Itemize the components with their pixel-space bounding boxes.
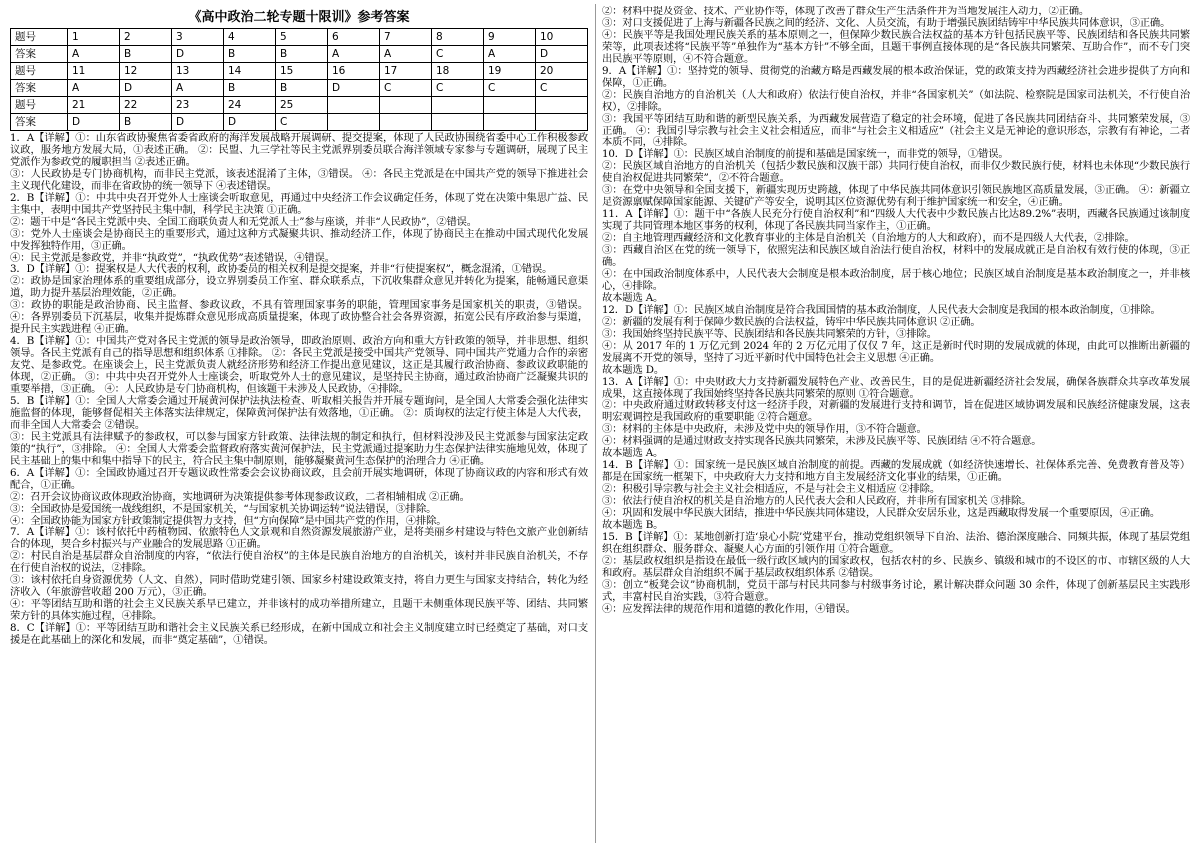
table-cell	[536, 114, 588, 131]
answer-paragraph: ④：全国政协能为国家方针政策制定提供智力支持，但“方向保障”是中国共产党的作用，④排除。	[10, 514, 447, 527]
row-label: 题号	[11, 97, 68, 114]
answer-paragraph: 8．C【详解】①：平等团结互助和谐社会主义民族关系已经形成，在新中国成立和社会主义制度建立时已经奠定了基础，对口支援是在此基础上的深化和发展，而非“奠定基础”，①错误。	[10, 622, 588, 647]
table-cell: 3	[172, 29, 224, 46]
answer-paragraph: 故本题选 A。	[602, 447, 664, 460]
table-cell: 21	[68, 97, 120, 114]
answer-paragraph: ④：平等团结互助和谐的社会主义民族关系早已建立，并非该村的成功举措所建立，且题干未侧重体现民族平等、团结、共同繁荣方针的具体实施过程，④排除。	[10, 598, 588, 623]
answer-paragraph: 13．A【详解】①：中央财政大力支持新疆发展特色产业、改善民生，目的是促进新疆经济社会发展，确保各族群众共享改革发展成果，这直接体现了我国始终坚持各民族共同繁荣的原则 ①符合题意。	[602, 375, 1190, 400]
table-cell: C	[484, 80, 536, 97]
answer-paragraph: 14．B【详解】①：国家统一是民族区域自治制度的前提。西藏的发展成就（如经济快速增长、社保体系完善、免费教育普及等）都是在国家统一框架下，中央政府大力支持和地方自主发展经济文化事业的结果，①正确。	[602, 459, 1190, 484]
table-cell	[536, 97, 588, 114]
answer-paragraph: ③：我国始终坚持民族平等、民族团结和各民族共同繁荣的方针，③排除。	[602, 327, 937, 340]
answer-paragraph: 3．D【详解】①：提案权是人大代表的权利，政协委员的相关权利是提交提案，并非“行使提案权”，概念混淆，①错误。	[10, 263, 553, 276]
table-cell: 14	[224, 63, 276, 80]
table-row	[11, 97, 588, 114]
row-label: 答案	[11, 114, 68, 131]
table-cell: D	[172, 46, 224, 63]
answer-paragraph: ③：该村依托自身资源优势（人文、自然），同时借助党建引领、国家乡村建设政策支持，将自力更生与国家支持结合，转化为经济收入（年旅游营收超 200 万元），③正确。	[10, 574, 588, 599]
table-cell	[328, 114, 380, 131]
table-cell: C	[432, 80, 484, 97]
table-cell: 15	[276, 63, 328, 80]
table-cell: 5	[276, 29, 328, 46]
column-divider	[595, 4, 596, 843]
answer-paragraph: 4．B【详解】①：中国共产党对各民主党派的领导是政治领导，即政治原则、政治方向和重大方针政策的领导，并非思想、组织领导。各民主党派有自己的指导思想和组织体系 ①排除。 ②：各民主党派是接受中国共产党领导、同中国共产党通力合作的亲密友党、是参政党。在座谈会上，民主党派负责人就经济形势和经济工作提出意见建议，这正是其履行政治协商、参政议政职能的体现，②正确。 ③：中共中央召开党外人士座谈会，听取党外人士的意见建议，是坚持民主协商，通过政治协商广泛凝聚共识的重要举措，③正确。 ④：人民政协是专门协商机构，但该题干未涉及人民政协，④排除。	[10, 335, 588, 396]
answer-paragraph: ③：人民政协是专门协商机构，而非民主党派，该表述混淆了主体，③错误。 ④：各民主党派是在中国共产党的领导下推进社会主义现代化建设，而非在省政协的统一领导下 ④表述错误。	[10, 167, 588, 192]
table-cell: 10	[536, 29, 588, 46]
table-cell: 4	[224, 29, 276, 46]
answer-paragraph: ③：民主党派具有法律赋予的参政权，可以参与国家方针政策、法律法规的制定和执行，但材料没涉及民主党派参与国家法定政策的“执行”，③排除。 ④：全国人大常委会监督政府落实黄河保护法，民主党派通过提案助力生态保护法律实施地见效，体现了民主基础上的集中和集中指导下的民主，符合民主集中制原则，能够凝聚黄河生态保护的治理合力 ④正确。	[10, 430, 588, 467]
answer-paragraph: ②：民族自治地方的自治机关（人大和政府）依法行使自治权，并非“各国家机关”（如法院、检察院是国家司法机关，不行使自治权），②排除。	[602, 88, 1190, 113]
table-cell: 2	[120, 29, 172, 46]
table-cell: D	[328, 80, 380, 97]
answer-paragraph: 7．A【详解】①：该村依托中药植物园、依旅特色人文景观和自然资源发展旅游产业，是将美丽乡村建设与特色文旅产业创新结合的体现，契合乡村振兴与产业融合的发展思路 ①正确。	[10, 526, 588, 551]
table-cell: 24	[224, 97, 276, 114]
table-cell: C	[536, 80, 588, 97]
answer-paragraph: 5．B【详解】①：全国人大常委会通过开展黄河保护法执法检查、听取相关报告并开展专题询问，是全国人大常委会强化法律实施监督的体现，能够督促相关主体落实法律规定，保障黄河保护法有效落地，①正确。 ②：质询权的法定行使主体是人大代表，而非全国人大常委会 ②错误。	[10, 394, 588, 431]
table-row	[11, 46, 588, 63]
table-cell: D	[120, 80, 172, 97]
answer-paragraph: ②：题干中是“各民主党派中央、全国工商联负责人和无党派人士”参与座谈，并非“人民政协”，②错误。	[10, 215, 477, 228]
right-column	[602, 6, 1190, 843]
answer-paragraph: 6．A【详解】①：全国政协通过召开专题议政性常委会会议协商议政，且会前开展实地调研，体现了协商议政的内容和形式有效配合，①正确。	[10, 466, 588, 491]
table-cell: A	[68, 80, 120, 97]
answer-paragraph: ④：巩固和发展中华民族大团结，推进中华民族共同体建设，人民群众安居乐业，这是西藏取得发展一个重要原因，④正确。	[602, 507, 1161, 520]
table-cell: 18	[432, 63, 484, 80]
row-label: 答案	[11, 80, 68, 97]
answer-paragraph: 9．A【详解】①：坚持党的领导、贯彻党的治藏方略是西藏发展的根本政治保证，党的政策支持为西藏经济社会进步提供了方向和保障，①正确。	[602, 64, 1190, 89]
table-cell: 23	[172, 97, 224, 114]
answer-paragraph: ④：在中国政治制度体系中，人民代表大会制度是根本政治制度，居于核心地位；民族区域自治制度是基本政治制度之一，并非核心，④排除。	[602, 267, 1190, 292]
table-cell: B	[224, 80, 276, 97]
answer-paragraph: ④：民族平等是我国处理民族关系的基本原则之一，但保障少数民族合法权益的基本方针包括民族平等、民族团结和各民族共同繁荣等，此项表述将“民族平等”单独作为“基本方针”不够全面，且题干事例直接体现的是“各民族共同繁荣、互助合作”，而不专门突出民族平等原则，④不符合题意。	[602, 28, 1190, 65]
answer-paragraph: 故本题选 D。	[602, 363, 664, 376]
table-cell	[484, 97, 536, 114]
table-cell: 16	[328, 63, 380, 80]
table-cell: B	[276, 80, 328, 97]
row-label: 题号	[11, 63, 68, 80]
answer-paragraph: ③：创立“板凳会议”协商机制，党员干部与村民共同参与村级事务讨论，累计解决群众问题 30 余件，体现了创新基层民主实践形式，丰富村民自治实践，③符合题意。	[602, 578, 1190, 603]
table-cell: B	[224, 46, 276, 63]
table-row	[11, 63, 588, 80]
answer-paragraph: ④：民主党派是参政党，并非“执政党”，“执政优势”表述错误，④错误。	[10, 251, 335, 264]
answer-paragraph: ④：应发挥法律的规范作用和道德的教化作用，④错误。	[602, 602, 856, 615]
answer-paragraph: 10．D【详解】①：民族区域自治制度的前提和基础是国家统一，而非党的领导，①错误。	[602, 148, 1009, 161]
table-cell: 13	[172, 63, 224, 80]
table-cell: 25	[276, 97, 328, 114]
answer-paragraph: 11．A【详解】①：题干中“各族人民充分行使自治权利”和“四级人大代表中少数民族占比达89.2%”表明，西藏各民族通过该制度实现了共同管理本地区事务的权利，体现了各民族共同当家作主，①正确。	[602, 208, 1190, 233]
table-cell: D	[172, 114, 224, 131]
table-cell: 6	[328, 29, 380, 46]
table-cell: 20	[536, 63, 588, 80]
table-cell	[432, 114, 484, 131]
answer-paragraph: ④：从 2017 年的 1 万亿元到 2024 年的 2 万亿元用了仅仅 7 年，这正是新时代时期的发展成就的体现，由此可以推断出新疆的发展离不开党的领导，坚持了习近平新时代中国特色社会主义思想 ④正确。	[602, 339, 1190, 364]
table-cell: 7	[380, 29, 432, 46]
table-cell	[484, 114, 536, 131]
answer-paragraph: ③：在党中央领导和全国支援下，新疆实现历史跨越，体现了中华民族共同体意识引领民族地区高质量发展，③正确。 ④：新疆立足资源禀赋保障国家能源、关键矿产等安全，说明其区位资源优势有利于维护国家统一和安全，④正确。	[602, 184, 1190, 209]
right-text-block	[602, 6, 1190, 616]
table-cell: 12	[120, 63, 172, 80]
table-cell: B	[120, 46, 172, 63]
row-label: 答案	[11, 46, 68, 63]
table-cell: C	[432, 46, 484, 63]
table-cell: A	[380, 46, 432, 63]
answer-paragraph: ②：基层政权组织是指设在最低一级行政区域内的国家政权，包括农村的乡、民族乡、镇级和城市的不设区的市、市辖区级的人大和政府。基层群众自治组织不属于基层政权组织体系 ②错误。	[602, 554, 1190, 579]
answer-paragraph: 2．B【详解】①：中共中央召开党外人士座谈会听取意见，再通过中央经济工作会议确定任务，体现了党在决策中集思广益、民主集中，表明中国共产党坚持民主集中制，科学民主决策 ①正确。	[10, 191, 588, 216]
answer-paragraph: ②：村民自治是基层群众自治制度的内容，“依法行使自治权”的主体是民族自治地方的自治机关，该村并非民族自治机关，不存在行使自治权的说法，②排除。	[10, 550, 588, 575]
table-cell: B	[276, 46, 328, 63]
table-row	[11, 29, 588, 46]
answer-paragraph: ③：党外人士座谈会是协商民主的重要形式，通过这种方式凝聚共识、推动经济工作，体现了协商民主在推动中国式现代化发展中发挥独特作用，③正确。	[10, 227, 588, 252]
table-cell: 8	[432, 29, 484, 46]
table-cell: 19	[484, 63, 536, 80]
table-cell: 22	[120, 97, 172, 114]
answer-paragraph: 15．B【详解】①：某地创新打造‘泉心小院’党建平台，推动党组织领导下自治、法治、德治深度融合、同频共振，体现了基层党组织在组织群众、服务群众、凝聚人心方面的引领作用 ①符合题意。	[602, 530, 1190, 555]
answer-paragraph: 1．A【详解】①：山东省政协聚焦省委省政府的海洋发展战略开展调研、提交提案，体现了人民政协围绕省委中心工作积极参政议政，服务地方发展大局，①表述正确。 ②：民盟、九三学社等民主党派界别委员联合海洋领域专家参与专题调研，展现了民主党派作为参政党的履职担当 ②表述正确。	[10, 132, 588, 168]
table-row	[11, 80, 588, 97]
answer-paragraph: ②：新疆的发展有利于保障少数民族的合法权益，铸牢中华民族共同体意识 ②正确。	[602, 315, 981, 328]
document-title: 《高中政治二轮专题十限训》参考答案	[188, 10, 410, 25]
table-cell	[380, 97, 432, 114]
table-row	[11, 114, 588, 131]
table-cell: 1	[68, 29, 120, 46]
answer-paragraph: ②：材料中提及资金、技术、产业协作等，体现了改善了群众生产生活条件并为当地发展注入动力，②正确。	[602, 6, 1090, 17]
answer-paragraph: ④：材料强调的是通过财政支持实现各民族共同繁荣，未涉及民族平等、民族团结 ④不符合题意。	[602, 435, 1042, 448]
table-cell	[432, 97, 484, 114]
answer-paragraph: ②：召开会议协商议政体现政治协商，实地调研为决策提供参考体现参政议政，二者相辅相成 ②正确。	[10, 490, 470, 503]
table-cell: A	[68, 46, 120, 63]
table-cell: D	[68, 114, 120, 131]
table-cell: 11	[68, 63, 120, 80]
answer-paragraph: ②：自主地管理西藏经济和文化教育事业的主体是自治机关（自治地方的人大和政府），而不是四级人大代表，②排除。	[602, 232, 1135, 245]
answer-paragraph: 故本题选 A。	[602, 291, 664, 304]
answer-table	[10, 28, 588, 131]
table-cell: A	[172, 80, 224, 97]
table-cell: C	[276, 114, 328, 131]
left-text-block	[10, 133, 588, 647]
table-cell: 17	[380, 63, 432, 80]
answer-paragraph: ②：民族区域自治地方的自治机关（包括少数民族和汉族干部）共同行使自治权，而非仅少数民族行使，材料也未体现“少数民族行使自治权促进共同繁荣”，②不符合题意。	[602, 160, 1190, 185]
answer-paragraph: ③：对口支援促进了上海与新疆各民族之间的经济、文化、人员交流，有助于增强民族团结铸牢中华民族共同体意识，③正确。	[602, 16, 1171, 29]
table-cell: A	[484, 46, 536, 63]
table-cell: 9	[484, 29, 536, 46]
table-cell	[328, 97, 380, 114]
answer-paragraph: ③：我国平等团结互助和谐的新型民族关系，为西藏发展营造了稳定的社会环境，促进了各民族共同团结奋斗、共同繁荣发展，③正确。 ④：我国引导宗教与社会主义社会相适应，而非“与社会主义相适应”（社会主义是无神论的意识形态，宗教有有神论，二者本质不同，④排除。	[602, 112, 1190, 149]
answer-paragraph: ②：积极引导宗教与社会主义社会相适应，不是与社会主义相适应 ②排除。	[602, 483, 940, 496]
answer-paragraph: ③：材料的主体是中央政府，未涉及党中央的领导作用，③不符合题意。	[602, 423, 927, 436]
table-cell: D	[536, 46, 588, 63]
table-cell: B	[120, 114, 172, 131]
answer-paragraph: 12．D【详解】①：民族区域自治制度是符合我国国情的基本政治制度，人民代表大会制度是我国的根本政治制度，①排除。	[602, 303, 1161, 316]
answer-paragraph: ③：全国政协是爱国统一战线组织，不是国家机关，“与国家机关协调运转”说法错误，③排除。	[10, 502, 437, 515]
table-cell: D	[224, 114, 276, 131]
table-cell: C	[380, 80, 432, 97]
answer-paragraph: ③：政协的职能是政治协商、民主监督、参政议政，不具有管理国家事务的职能，管理国家事务是国家机关的职责，③错误。 ④：各界别委员下沉基层，收集并提炼群众意见形成高质量提案，体现了政协整合社会各界资源，拓宽公民有序政治参与渠道，提升民主实践进程 ④正确。	[10, 299, 588, 336]
answer-paragraph: ③：依法行使自治权的机关是自治地方的人民代表大会和人民政府，并非所有国家机关 ③排除。	[602, 495, 1032, 508]
answer-paragraph: ②：政协是国家治理体系的重要组成部分，设立界别委员工作室、群众联系点，下沉收集群众意见并转化为提案，能畅通民意渠道，助力提升基层治理效能，②正确。	[10, 275, 588, 300]
row-label: 题号	[11, 29, 68, 46]
table-cell	[380, 114, 432, 131]
answer-paragraph: 故本题选 B。	[602, 518, 664, 531]
table-cell: A	[328, 46, 380, 63]
left-column	[10, 6, 588, 843]
answer-paragraph: ②：中央政府通过财政转移支付这一经济手段，对新疆的发展进行支持和调节，旨在促进区域协调发展和民族经济健康发展，这表明宏观调控是我国政府的重要职能 ②符合题意。	[602, 399, 1190, 424]
answer-paragraph: ③：西藏自治区在党的统一领导下，依照宪法和民族区域自治法行使自治权，材料中的发展成就正是自治权有效行使的体现，③正确。	[602, 244, 1190, 269]
